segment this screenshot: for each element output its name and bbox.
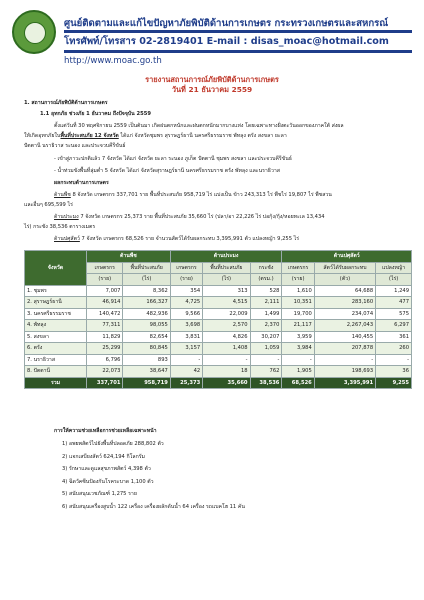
table-cell: 3,157 xyxy=(170,343,202,355)
col-header: แปลงหญ้า xyxy=(376,262,412,274)
divider xyxy=(64,30,412,33)
impact-heading: ผลกระทบด้านการเกษตร xyxy=(54,180,109,186)
impact-table xyxy=(24,250,412,389)
table-cell: - xyxy=(282,354,314,366)
table-cell: 82,654 xyxy=(123,331,170,343)
table-cell: 4,725 xyxy=(170,297,202,309)
ministry-logo-icon xyxy=(12,10,56,54)
total-cell: 68,526 xyxy=(282,377,314,389)
col-header: พื้นที่ประสบภัย xyxy=(203,262,250,274)
col-unit: (ราย) xyxy=(282,274,314,286)
col-unit: (ราย) xyxy=(87,274,123,286)
col-province: จังหวัด xyxy=(25,251,87,286)
assistance-item: 4) ฉีดวัคซีนป้องกันโรคระบาด 1,100 ตัว xyxy=(62,478,154,485)
province-name: 1. ชุมพร xyxy=(25,285,87,297)
crop-impact-cont: และอื่นๆ 695,599 ไร่ xyxy=(24,202,73,208)
col-unit: (ตัว) xyxy=(314,274,375,286)
table-cell: 482,936 xyxy=(123,308,170,320)
table-cell: 77,311 xyxy=(87,320,123,332)
contact-line: โทรศัพท์/โทรสาร 02-2819401 E-mail : disas_moac@hotmail.com xyxy=(64,36,389,47)
list-item: - น้ำท่วมขังพื้นที่ลุ่มต่ำ 5 จังหวัด ได้แก่ จังหวัดสุราษฎร์ธานี นครศรีธรรมราช ตรัง พัทลุง และนราธิวาส xyxy=(54,168,280,174)
table-cell: 575 xyxy=(376,308,412,320)
table-cell: - xyxy=(170,354,202,366)
fishery-impact-cont: ไร่) กระชัง 38,536 ตารางเมตร xyxy=(24,224,96,230)
table-cell: 1,610 xyxy=(282,285,314,297)
table-cell: 3,698 xyxy=(170,320,202,332)
center-name: ศูนย์ติดตามและแก้ไขปัญหาภัยพิบัติด้านการเกษตร กระทรวงเกษตรและสหกรณ์ xyxy=(64,18,389,29)
col-header: กระชัง xyxy=(250,262,282,274)
table-cell: 2,570 xyxy=(203,320,250,332)
assistance-item: 5) สนับสนุนเวชภัณฑ์ 1,275 ราย xyxy=(62,491,137,497)
fishery-impact: ด้านประมง 7 จังหวัด เกษตรกร 25,373 ราย พื้นที่ประสบภัย 35,660 ไร่ (ปลา/อา 22,226 ไร่ บ่อกุ้ง/กุ้ง/หอยทะเล 13,434 xyxy=(54,214,325,220)
col-unit: (ไร่) xyxy=(376,274,412,286)
assistance-heading: การให้ความช่วยเหลือการช่วยเหลือเฉพาะหน้า xyxy=(54,428,157,434)
table-cell: 8,362 xyxy=(123,285,170,297)
letterhead xyxy=(12,8,412,70)
table-cell: 2,370 xyxy=(250,320,282,332)
col-unit: (ราย) xyxy=(170,274,202,286)
group-livestock: ด้านปศุสัตว์ xyxy=(282,251,412,263)
table-cell: 762 xyxy=(250,366,282,378)
province-name: 4. พัทลุง xyxy=(25,320,87,332)
table-cell: 80,845 xyxy=(123,343,170,355)
table-cell: 313 xyxy=(203,285,250,297)
table-cell: 3,984 xyxy=(282,343,314,355)
table-cell: 893 xyxy=(123,354,170,366)
total-cell: 958,719 xyxy=(123,377,170,389)
group-crop: ด้านพืช xyxy=(87,251,171,263)
table-cell: 354 xyxy=(170,285,202,297)
province-name: 7. นราธิวาส xyxy=(25,354,87,366)
col-header: เกษตรกร xyxy=(282,262,314,274)
col-header: เกษตรกร xyxy=(87,262,123,274)
col-header: พื้นที่ประสบภัย xyxy=(123,262,170,274)
province-name: 6. ตรัง xyxy=(25,343,87,355)
section-heading: 1. สถานการณ์ภัยพิบัติด้านการเกษตร xyxy=(24,100,108,106)
table-cell: 11,829 xyxy=(87,331,123,343)
table-cell: 42 xyxy=(170,366,202,378)
table-cell: 1,499 xyxy=(250,308,282,320)
province-name: 3. นครศรีธรรมราช xyxy=(25,308,87,320)
table-cell: 38,647 xyxy=(123,366,170,378)
crop-impact: ด้านพืช 8 จังหวัด เกษตรกร 337,701 ราย พื้นที่ประสบภัย 958,719 ไร่ แบ่งเป็น ข้าว 243,313 ไร่ พืชไร่ 19,807 ไร่ พืชสวน xyxy=(54,192,332,198)
col-header: เกษตรกร xyxy=(170,262,202,274)
table-cell: 18 xyxy=(203,366,250,378)
table-cell: 46,914 xyxy=(87,297,123,309)
col-unit: (ไร่) xyxy=(203,274,250,286)
table-cell: 6,297 xyxy=(376,320,412,332)
table-cell: 260 xyxy=(376,343,412,355)
livestock-impact: ด้านปศุสัตว์ 7 จังหวัด เกษตรกร 68,526 ราย จำนวนสัตว์ได้รับผลกระทบ 3,395,991 ตัว แปลงหญ้า 9,255 ไร่ xyxy=(54,236,300,242)
table-cell: 140,455 xyxy=(314,331,375,343)
table-cell: 140,472 xyxy=(87,308,123,320)
table-cell: 6,796 xyxy=(87,354,123,366)
flood-subheading: 1.1 อุทกภัย ช่วงภัย 1 ธันวาคม ถึงปัจจุบัน 2559 xyxy=(40,111,151,117)
table-cell: - xyxy=(203,354,250,366)
assistance-item: 1) อพยพสัตว์ไปยังพื้นที่ปลอดภัย 288,802 ตัว xyxy=(62,441,164,447)
table-cell: 2,111 xyxy=(250,297,282,309)
col-unit: (ไร่) xyxy=(123,274,170,286)
table-cell: 98,055 xyxy=(123,320,170,332)
list-item: - เข้าสู่ภาวะปกติแล้ว 7 จังหวัด ได้แก่ จังหวัด ยะลา ระนอง ภูเก็ต ปัตตานี ชุมพร สงขลา และประจวบคีรีขันธ์ xyxy=(54,156,292,162)
website-link[interactable]: http://www.moac.go.th xyxy=(64,56,162,66)
table-cell: 21,117 xyxy=(282,320,314,332)
col-header: สัตว์ได้รับผลกระทบ xyxy=(314,262,375,274)
province-name: 5. สงขลา xyxy=(25,331,87,343)
table-cell: 283,160 xyxy=(314,297,375,309)
table-row xyxy=(25,285,412,297)
report-date: วันที่ 21 ธันวาคม 2559 xyxy=(171,85,253,94)
table-cell: - xyxy=(250,354,282,366)
report-title: รายงานสถานการณ์ภัยพิบัติด้านการเกษตร xyxy=(145,75,279,84)
total-label: รวม xyxy=(25,377,87,389)
total-cell: 3,395,991 xyxy=(314,377,375,389)
total-cell: 9,255 xyxy=(376,377,412,389)
table-cell: 166,327 xyxy=(123,297,170,309)
group-fishery: ด้านประมง xyxy=(170,251,282,263)
table-cell: 1,905 xyxy=(282,366,314,378)
table-cell: 1,408 xyxy=(203,343,250,355)
table-cell: - xyxy=(314,354,375,366)
total-cell: 337,701 xyxy=(87,377,123,389)
affected-provinces-highlight: พื้นที่ประสบภัย 12 จังหวัด xyxy=(60,133,119,139)
table-cell: 3,959 xyxy=(282,331,314,343)
paragraph-line: ให้เกิดอุทกภัยในพื้นที่ประสบภัย 12 จังหวัด ได้แก่ จังหวัดชุมพร สุราษฎร์ธานี นครศรีธรรมราช พัทลุง ตรัง สงขลา ยะลา xyxy=(24,133,287,139)
table-cell: 4,826 xyxy=(203,331,250,343)
table-cell: 2,267,043 xyxy=(314,320,375,332)
table-cell: 25,299 xyxy=(87,343,123,355)
total-cell: 38,536 xyxy=(250,377,282,389)
table-row xyxy=(25,331,412,343)
table-cell: 207,878 xyxy=(314,343,375,355)
table-cell: 361 xyxy=(376,331,412,343)
table-cell: 36 xyxy=(376,366,412,378)
total-cell: 25,373 xyxy=(170,377,202,389)
total-cell: 35,660 xyxy=(203,377,250,389)
table-cell: 234,074 xyxy=(314,308,375,320)
paragraph-line: ปัตตานี นราธิวาส ระนอง และประจวบคีรีขันธ์ xyxy=(24,143,126,149)
total-row xyxy=(25,377,412,389)
table-row xyxy=(25,320,412,332)
table-cell: 198,693 xyxy=(314,366,375,378)
table-cell: 9,566 xyxy=(170,308,202,320)
table-row xyxy=(25,297,412,309)
province-name: 2. สุราษฎร์ธานี xyxy=(25,297,87,309)
table-cell: 3,831 xyxy=(170,331,202,343)
table-row xyxy=(25,343,412,355)
table-cell: 1,059 xyxy=(250,343,282,355)
assistance-item: 2) แจกเสบียงสัตว์ 624,194 กิโลกรัม xyxy=(62,453,145,460)
table-cell: 1,249 xyxy=(376,285,412,297)
table-row xyxy=(25,366,412,378)
table-cell: 7,007 xyxy=(87,285,123,297)
divider xyxy=(64,50,412,53)
paragraph-line: ตั้งแต่วันที่ 30 พฤศจิกายน 2559 เป็นต้นมา เกิดฝนตกหนักและฝนตกหนักมากบางแห่ง โดยเฉพาะทางฝั่งตะวันออกของภาคใต้ ส่งผล xyxy=(54,123,344,129)
table-cell: 4,515 xyxy=(203,297,250,309)
assistance-item: 6) สนับสนุนเครื่องสูบน้ำ 122 เครื่อง เครื่องผลักดันน้ำ 64 เครื่อง รถแบคโฮ 11 คัน xyxy=(62,503,245,510)
table-cell: 22,009 xyxy=(203,308,250,320)
table-row xyxy=(25,354,412,366)
table-cell: 477 xyxy=(376,297,412,309)
col-unit: (ตรม.) xyxy=(250,274,282,286)
province-name: 8. ปัตตานี xyxy=(25,366,87,378)
table-cell: 64,688 xyxy=(314,285,375,297)
table-cell: 10,351 xyxy=(282,297,314,309)
table-row xyxy=(25,308,412,320)
table-cell: 19,700 xyxy=(282,308,314,320)
table-cell: 22,073 xyxy=(87,366,123,378)
assistance-item: 3) รักษาและดูแลสุขภาพสัตว์ 4,398 ตัว xyxy=(62,466,151,472)
table-cell: 30,207 xyxy=(250,331,282,343)
table-cell: 528 xyxy=(250,285,282,297)
table-cell: - xyxy=(376,354,412,366)
